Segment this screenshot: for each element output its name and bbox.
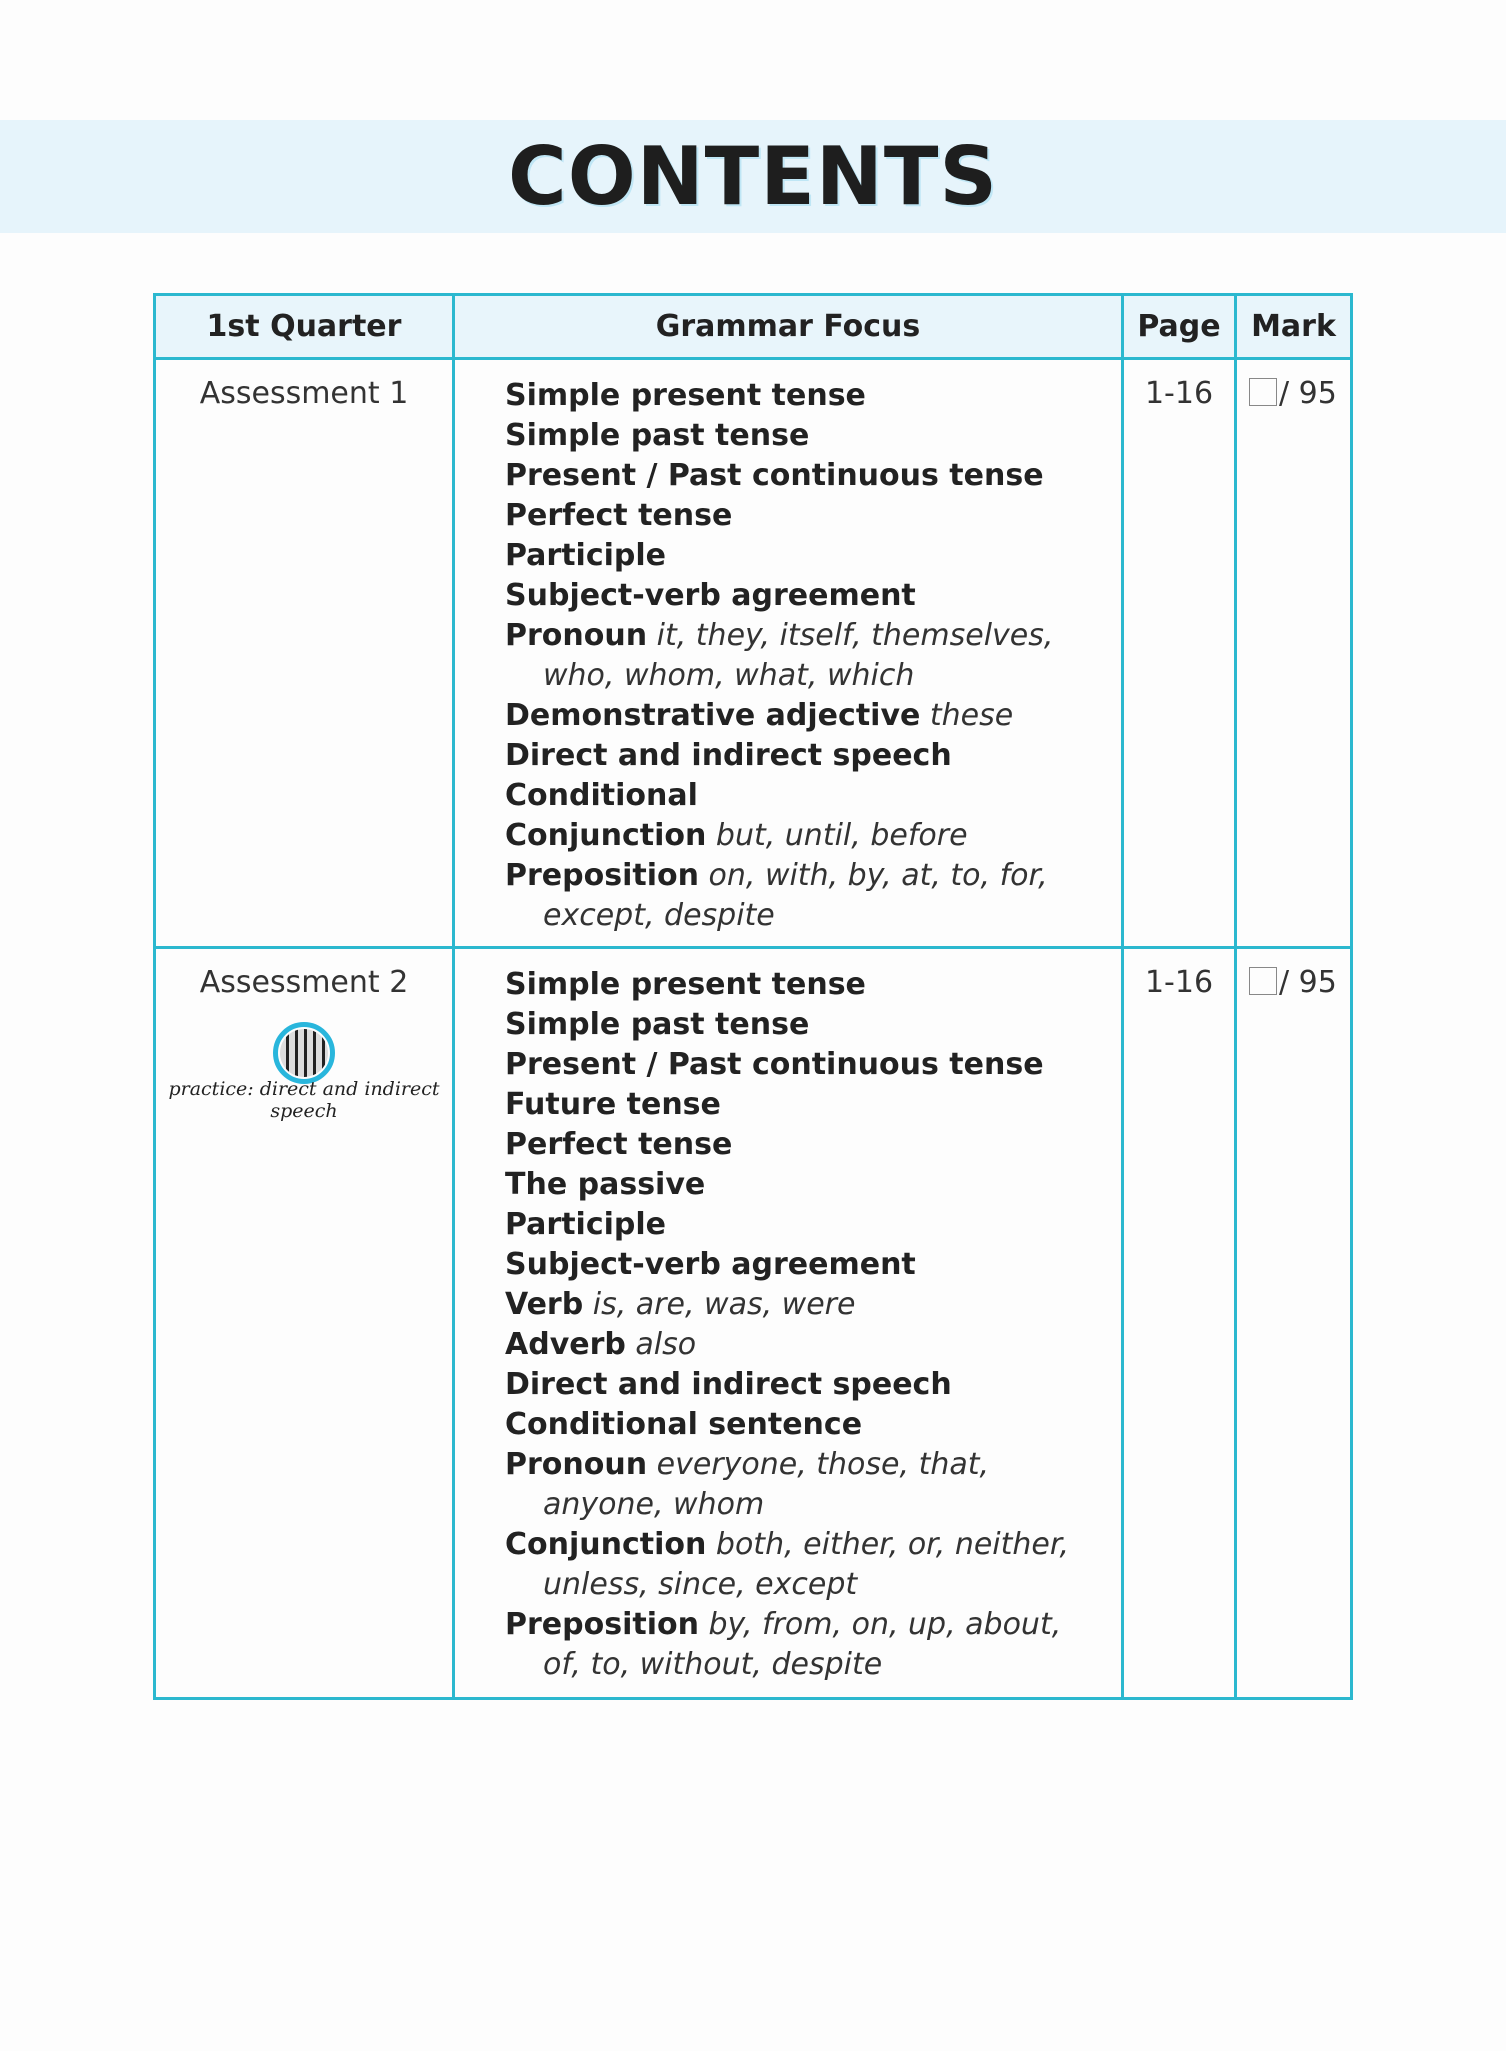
mark-total: / 95 <box>1279 965 1337 1000</box>
grammar-item <box>505 1405 1121 1445</box>
assessment-cell <box>155 948 454 1699</box>
topic: Subject-verb agreement <box>505 578 916 613</box>
topic: Preposition <box>505 1607 699 1642</box>
practice-badge-icon[interactable] <box>273 1022 335 1084</box>
topic: Conditional sentence <box>505 1407 863 1442</box>
examples: everyone, those, that, <box>656 1447 990 1482</box>
title-banner <box>0 120 1506 233</box>
examples: on, with, by, at, to, for, <box>708 858 1048 893</box>
grammar-item <box>505 1045 1121 1085</box>
grammar-focus-cell <box>454 948 1123 1699</box>
examples: both, either, or, neither, <box>715 1527 1069 1562</box>
page-range: 1-16 <box>1123 359 1236 948</box>
grammar-item <box>505 456 1121 496</box>
table-row <box>155 948 1352 1699</box>
examples: is, are, was, were <box>592 1287 856 1322</box>
topic: Simple past tense <box>505 1007 810 1042</box>
topic: Present / Past continuous tense <box>505 458 1044 493</box>
examples-continued: except, despite <box>543 898 775 933</box>
page-range: 1-16 <box>1123 948 1236 1699</box>
topic: Verb <box>505 1287 584 1322</box>
grammar-item <box>505 965 1121 1005</box>
assessment-label[interactable]: Assessment 2 <box>199 965 409 1000</box>
grammar-item <box>505 1125 1121 1165</box>
topic: Perfect tense <box>505 498 733 533</box>
mark-input-box[interactable] <box>1249 378 1277 406</box>
topic: Simple past tense <box>505 418 810 453</box>
mark-input-box[interactable] <box>1249 967 1277 995</box>
grammar-item <box>505 536 1121 576</box>
grammar-item <box>505 616 1121 656</box>
grammar-item <box>505 496 1121 536</box>
topic: Preposition <box>505 858 699 893</box>
grammar-item <box>505 1605 1121 1645</box>
grammar-item <box>505 1325 1121 1365</box>
header-quarter: 1st Quarter <box>155 295 454 359</box>
topic: Adverb <box>505 1327 626 1362</box>
topic: Conditional <box>505 778 698 813</box>
grammar-item <box>505 1365 1121 1405</box>
grammar-item <box>505 1285 1121 1325</box>
grammar-item <box>505 416 1121 456</box>
topic: Perfect tense <box>505 1127 733 1162</box>
assessment-cell <box>155 359 454 948</box>
topic: Simple present tense <box>505 378 866 413</box>
examples: by, from, on, up, about, <box>708 1607 1062 1642</box>
grammar-item <box>505 1085 1121 1125</box>
examples-continued: anyone, whom <box>543 1487 765 1522</box>
header-row <box>155 295 1352 359</box>
topic: Direct and indirect speech <box>505 1367 952 1402</box>
mark-cell <box>1236 359 1352 948</box>
practice-link[interactable]: practice: direct and indirect speech <box>168 1078 440 1122</box>
examples-continued: unless, since, except <box>543 1567 858 1602</box>
examples: it, they, itself, themselves, <box>656 618 1054 653</box>
table-row <box>155 359 1352 948</box>
grammar-item <box>505 1525 1121 1565</box>
grammar-item <box>505 576 1121 616</box>
topic: Future tense <box>505 1087 721 1122</box>
header-grammar-focus: Grammar Focus <box>454 295 1123 359</box>
grammar-item <box>505 1165 1121 1205</box>
topic: The passive <box>505 1167 706 1202</box>
topic: Conjunction <box>505 818 707 853</box>
grammar-item <box>505 776 1121 816</box>
examples: also <box>635 1327 697 1362</box>
mark-cell <box>1236 948 1352 1699</box>
grammar-item <box>505 1205 1121 1245</box>
page-title: CONTENTS <box>507 130 999 223</box>
examples: these <box>929 698 1014 733</box>
grammar-focus-cell <box>454 359 1123 948</box>
grammar-item <box>505 1245 1121 1285</box>
grammar-item <box>505 1445 1121 1485</box>
grammar-item <box>505 1005 1121 1045</box>
topic: Present / Past continuous tense <box>505 1047 1044 1082</box>
grammar-item <box>505 816 1121 856</box>
examples-continued: of, to, without, despite <box>543 1647 883 1682</box>
topic: Participle <box>505 538 667 573</box>
grammar-item <box>505 376 1121 416</box>
header-mark: Mark <box>1236 295 1352 359</box>
topic: Pronoun <box>505 618 648 653</box>
topic: Pronoun <box>505 1447 648 1482</box>
header-page: Page <box>1123 295 1236 359</box>
grammar-item <box>505 736 1121 776</box>
topic: Conjunction <box>505 1527 707 1562</box>
topic: Demonstrative adjective <box>505 698 921 733</box>
topic: Direct and indirect speech <box>505 738 952 773</box>
examples: but, until, before <box>715 818 968 853</box>
examples-continued: who, whom, what, which <box>543 658 915 693</box>
mark-total: / 95 <box>1279 376 1337 411</box>
grammar-item <box>505 856 1121 896</box>
assessment-label[interactable]: Assessment 1 <box>199 376 409 411</box>
grammar-item <box>505 696 1121 736</box>
contents-table <box>153 293 1353 1700</box>
topic: Participle <box>505 1207 667 1242</box>
topic: Simple present tense <box>505 967 866 1002</box>
topic: Subject-verb agreement <box>505 1247 916 1282</box>
